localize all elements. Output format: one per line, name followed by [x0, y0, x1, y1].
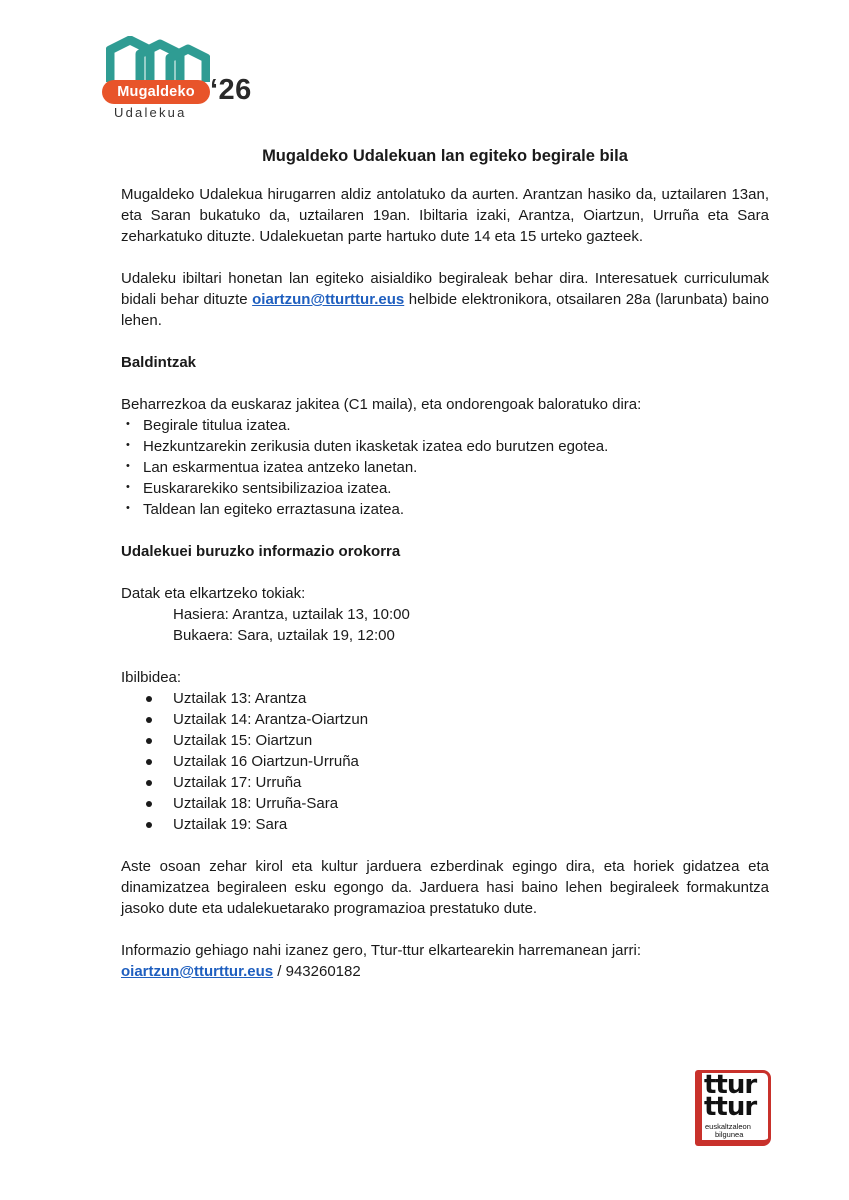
contact-paragraph: Informazio gehiago nahi izanez gero, Ttur-ttur elkartearekin harremanean jarri:	[121, 942, 641, 959]
logo-name: Mugaldeko	[102, 80, 210, 104]
call-text-after: helbide elektronikora, otsailaren 28a (larunbata) baino lehen.	[121, 291, 769, 329]
intro-paragraph: Mugaldeko Udalekua hirugarren aldiz antolatuko da aurten. Arantzan hasiko da, uztailaren 13an, eta Saran bukatuko da, uztailaren 19an. Ibiltaria izaki, Arantza, Oiartzun, Urruña eta Sara zeharkatuko dituzte. Udalekuetan parte hartuko dute 14 eta 15 urteko gazteek.	[121, 186, 769, 245]
call-paragraph	[121, 268, 769, 331]
info-heading: Udalekuei buruzko informazio orokorra	[121, 543, 401, 560]
list-item: • Begirale titulua izatea.	[121, 415, 769, 436]
activities-paragraph: Aste osoan zehar kirol eta kultur jarduera ezberdinak egingo dira, eta horiek gidatzea eta dinamizatzea begiraleen esku egongo da. Jarduera hasi baino lehen begiraleek formakuntza jasoko dute eta udalekuetarako programazioa prestatuko dute.	[121, 858, 769, 917]
end-info: Bukaera: Sara, uztailak 19, 12:00	[173, 627, 395, 644]
logo-year: ‘26	[210, 74, 252, 106]
contact-phone: / 943260182	[273, 963, 361, 980]
logo-word-top: ttur	[704, 1070, 757, 1100]
list-item: Uztailak 18: Urruña-Sara	[121, 793, 769, 814]
list-item: Uztailak 16 Oiartzun-Urruña	[121, 751, 769, 772]
list-item: Uztailak 15: Oiartzun	[121, 730, 769, 751]
document-title: Mugaldeko Udalekuan lan egiteko begirale bila	[262, 147, 628, 165]
requirements-heading: Baldintzak	[121, 354, 197, 371]
requirements-intro: Beharrezkoa da euskaraz jakitea (C1 maila), eta ondorengoak baloratuko dira:	[121, 396, 642, 413]
email-link[interactable]: oiartzun@tturttur.eus	[252, 291, 405, 308]
list-item: • Hezkuntzarekin zerikusia duten ikasketak izatea edo burutzen egotea.	[121, 436, 769, 457]
dates-label: Datak eta elkartzeko tokiak:	[121, 585, 306, 602]
logo-subtitle: Udalekua	[114, 105, 187, 120]
contact-email-link[interactable]: oiartzun@tturttur.eus	[121, 963, 274, 980]
contact-line	[121, 961, 769, 982]
route-list	[121, 688, 769, 835]
start-info: Hasiera: Arantza, uztailak 13, 10:00	[173, 606, 410, 623]
route-label: Ibilbidea:	[121, 669, 182, 686]
list-item: • Lan eskarmentua izatea antzeko lanetan.	[121, 457, 769, 478]
document-body	[121, 146, 769, 982]
list-item: Uztailak 17: Urruña	[121, 772, 769, 793]
list-item: • Euskararekiko sentsibilizazioa izatea.	[121, 478, 769, 499]
requirements-list	[121, 415, 769, 520]
logo-tagline-2: bilgunea	[715, 1130, 744, 1139]
logo-tagline-1: euskaltzaleon	[705, 1122, 751, 1131]
list-item: Uztailak 13: Arantza	[121, 688, 769, 709]
tturttur-logo	[695, 1066, 771, 1150]
mugaldeko-logo	[100, 36, 270, 126]
list-item: • Taldean lan egiteko erraztasuna izatea.	[121, 499, 769, 520]
call-text-before: Udaleku ibiltari honetan lan egiteko aisialdiko begiraleak behar dira. Interesatuek curriculumak bidali behar dituzte	[121, 270, 769, 308]
list-item: Uztailak 19: Sara	[121, 814, 769, 835]
list-item: Uztailak 14: Arantza-Oiartzun	[121, 709, 769, 730]
logo-word-bottom: ttur	[704, 1092, 757, 1122]
